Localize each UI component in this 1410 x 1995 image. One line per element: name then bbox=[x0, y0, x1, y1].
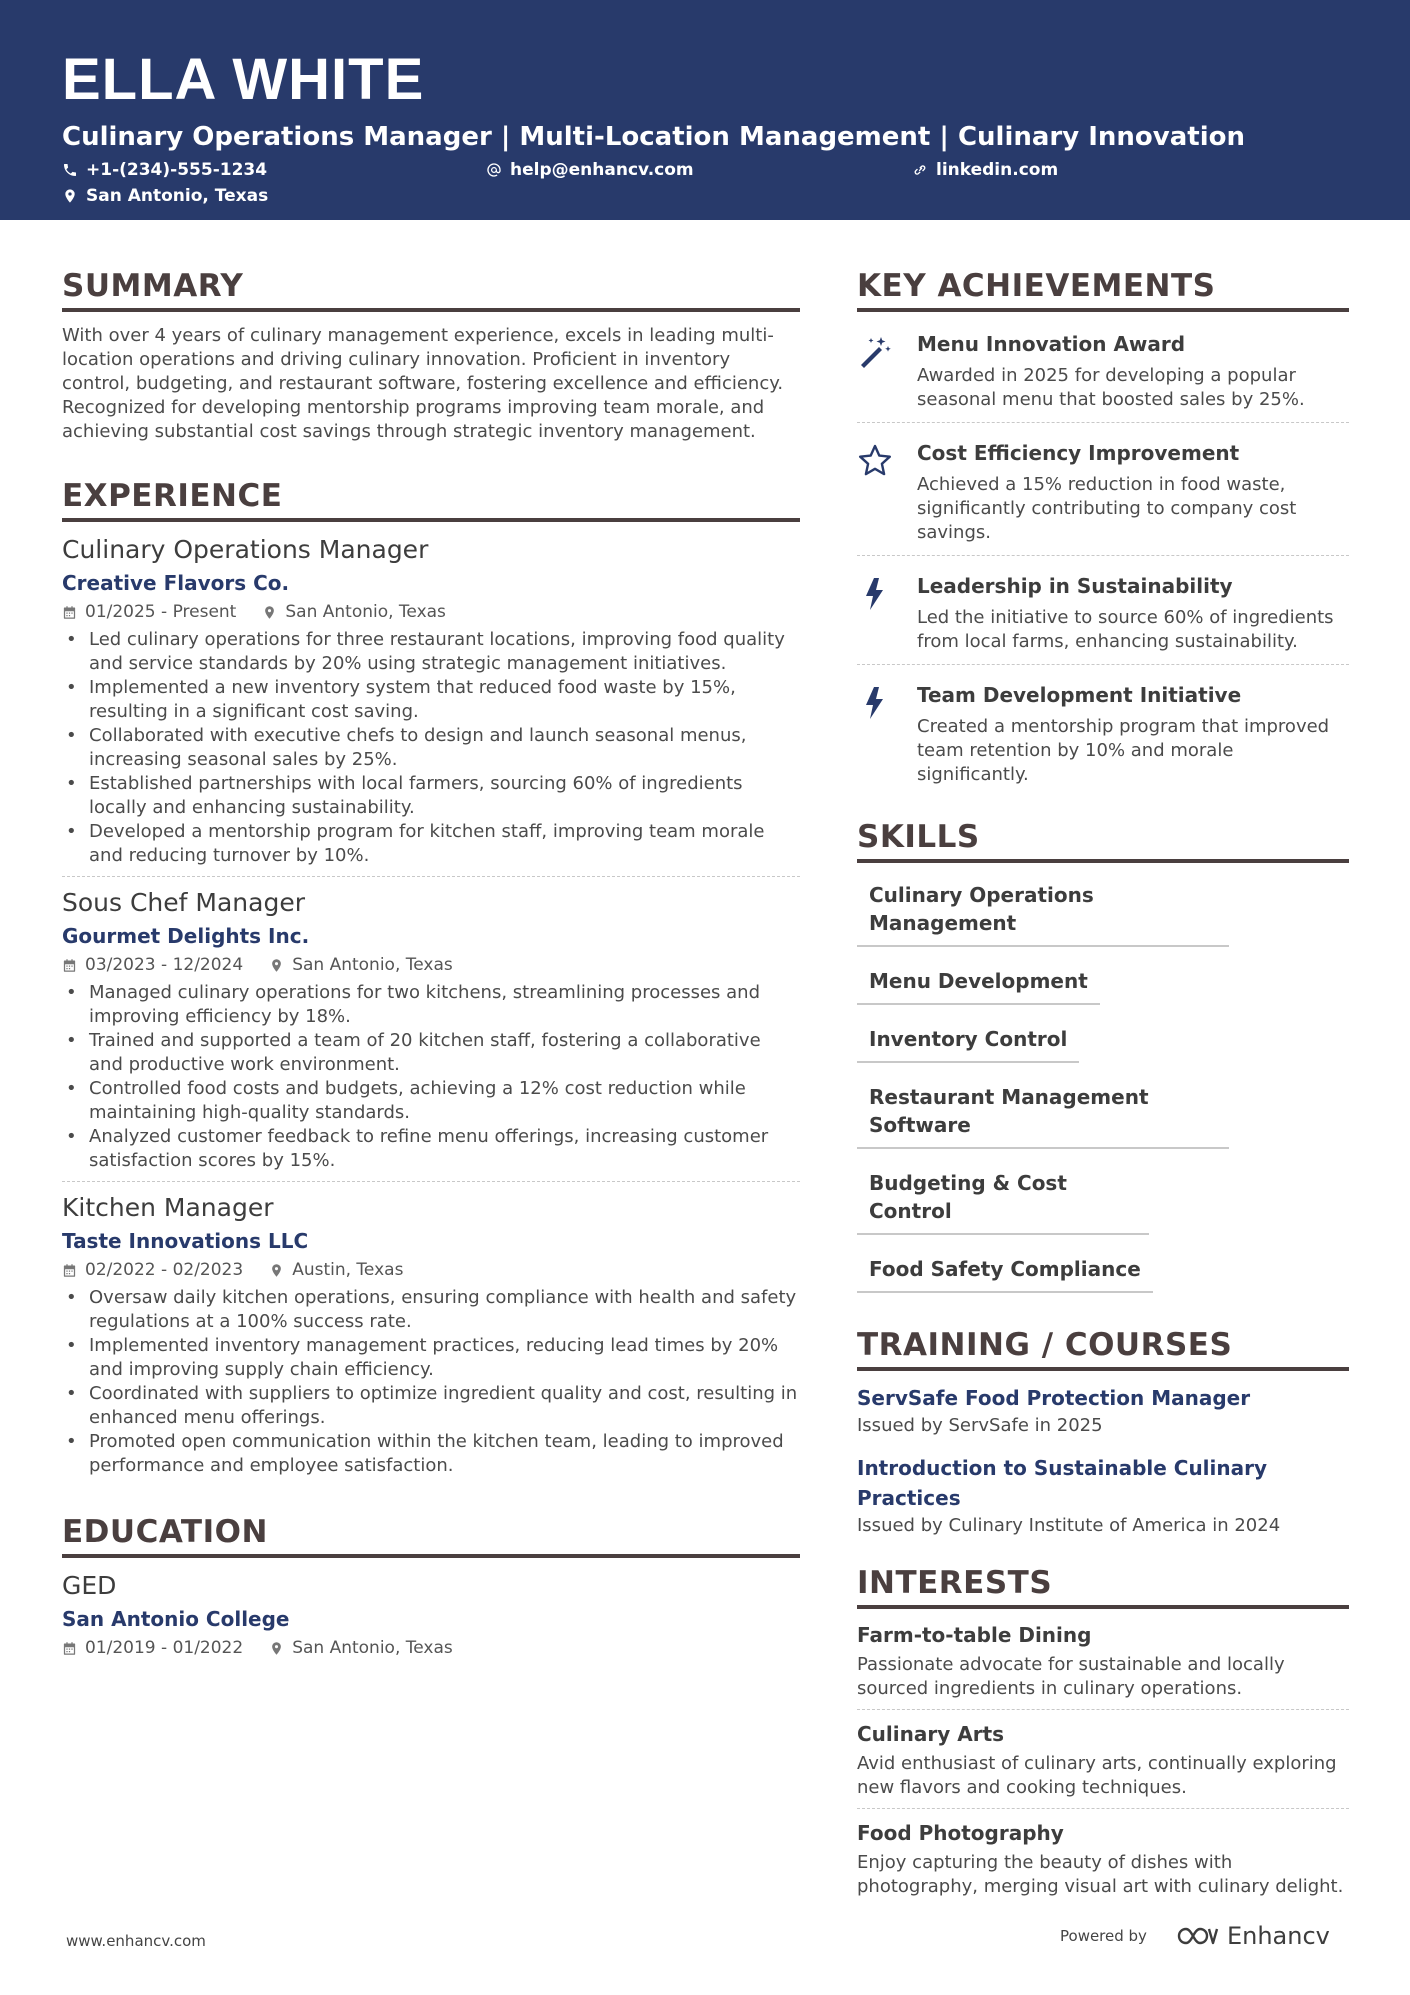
job-dates bbox=[62, 1258, 243, 1282]
bullet-item: • Led culinary operations for three restaurant locations, improving food quality and service standards by 20% using strategic management initiatives. bbox=[62, 628, 800, 676]
contact-location bbox=[62, 186, 268, 206]
footer-website[interactable]: www.enhancv.com bbox=[66, 1932, 206, 1950]
job-dates-text: 02/2022 - 02/2023 bbox=[85, 1260, 244, 1280]
calendar-icon bbox=[62, 605, 77, 620]
interest-title: Food Photography bbox=[857, 1821, 1064, 1845]
right-column bbox=[857, 268, 1349, 1941]
star-icon bbox=[857, 443, 893, 479]
achievement-text: Awarded in 2025 for developing a popular seasonal menu that boosted sales by 25%. bbox=[917, 365, 1305, 410]
bullet-item: • Trained and supported a team of 20 kitchen staff, fostering a collaborative and productive work environment. bbox=[62, 1029, 800, 1077]
job-role: Culinary Operations Manager bbox=[62, 535, 429, 564]
at-sign-icon bbox=[486, 162, 502, 178]
job-location bbox=[269, 953, 453, 977]
course-item bbox=[857, 1453, 1349, 1539]
job-location-text: San Antonio, Texas bbox=[292, 955, 453, 975]
contact-phone[interactable] bbox=[62, 160, 267, 180]
education-heading: EDUCATION bbox=[62, 1514, 800, 1558]
bullet-item: • Oversaw daily kitchen operations, ensuring compliance with health and safety regulations at a 100% success rate. bbox=[62, 1286, 800, 1334]
achievements-section bbox=[857, 268, 1349, 797]
job-company: Taste Innovations LLC bbox=[62, 1229, 309, 1253]
course-title: Introduction to Sustainable Culinary Practices bbox=[857, 1456, 1268, 1510]
job-meta bbox=[62, 953, 800, 977]
job-location-text: Austin, Texas bbox=[292, 1260, 404, 1280]
job-entry bbox=[62, 887, 800, 1182]
skills-heading: SKILLS bbox=[857, 819, 1349, 863]
location-pin-icon bbox=[269, 1641, 284, 1656]
skill-tag: Food Safety Compliance bbox=[857, 1249, 1153, 1293]
summary-section bbox=[62, 268, 800, 444]
skill-tag: Culinary Operations Management bbox=[857, 875, 1229, 947]
bullet-item: • Promoted open communication within the kitchen team, leading to improved performance and employee satisfaction. bbox=[62, 1430, 800, 1478]
course-title: ServSafe Food Protection Manager bbox=[857, 1386, 1251, 1410]
location-pin-icon bbox=[262, 605, 277, 620]
achievement-item bbox=[857, 675, 1349, 797]
education-dates bbox=[62, 1636, 243, 1660]
job-dates bbox=[62, 600, 236, 624]
job-meta bbox=[62, 600, 800, 624]
location-pin-icon bbox=[62, 188, 78, 204]
bullet-item: • Implemented inventory management practices, reducing lead times by 20% and improving supply chain efficiency. bbox=[62, 1334, 800, 1382]
training-heading: TRAINING / COURSES bbox=[857, 1327, 1349, 1371]
interests-section bbox=[857, 1565, 1349, 1907]
brand-name: Enhancv bbox=[1226, 1922, 1330, 1950]
achievement-text: Led the initiative to source 60% of ingredients from local farms, enhancing sustainability. bbox=[917, 607, 1334, 652]
job-company: Creative Flavors Co. bbox=[62, 571, 290, 595]
job-location bbox=[262, 600, 446, 624]
interest-text: Passionate advocate for sustainable and locally sourced ingredients in culinary operations. bbox=[857, 1654, 1285, 1699]
powered-by-text: Powered by bbox=[1060, 1927, 1147, 1945]
job-entry bbox=[62, 1192, 800, 1486]
education-section bbox=[62, 1514, 800, 1660]
contact-email[interactable] bbox=[486, 160, 694, 180]
job-location bbox=[269, 1258, 403, 1282]
footer-branding bbox=[1060, 1922, 1330, 1950]
skill-tag: Menu Development bbox=[857, 961, 1100, 1005]
experience-section bbox=[62, 478, 800, 1486]
phone-text: +1-(234)-555-1234 bbox=[86, 160, 268, 180]
achievement-title: Cost Efficiency Improvement bbox=[917, 441, 1240, 465]
link-icon bbox=[912, 162, 928, 178]
calendar-icon bbox=[62, 1641, 77, 1656]
job-role: Sous Chef Manager bbox=[62, 888, 305, 917]
education-location bbox=[269, 1636, 453, 1660]
contact-linkedin[interactable] bbox=[912, 160, 1058, 180]
achievement-text: Created a mentorship program that improved team retention by 10% and morale significantly. bbox=[917, 716, 1330, 785]
interest-text: Avid enthusiast of culinary arts, continually exploring new flavors and cooking techniques. bbox=[857, 1753, 1337, 1798]
calendar-icon bbox=[62, 1263, 77, 1278]
training-section bbox=[857, 1327, 1349, 1539]
achievement-title: Team Development Initiative bbox=[917, 683, 1242, 707]
bullet-item: • Analyzed customer feedback to refine menu offerings, increasing customer satisfaction scores by 15%. bbox=[62, 1125, 800, 1173]
education-dates-text: 01/2019 - 01/2022 bbox=[85, 1638, 244, 1658]
achievement-item bbox=[857, 433, 1349, 556]
bullet-item: • Collaborated with executive chefs to design and launch seasonal menus, increasing seasonal sales by 25%. bbox=[62, 724, 800, 772]
left-column bbox=[62, 268, 800, 1694]
headline: Culinary Operations Manager | Multi-Location Management | Culinary Innovation bbox=[62, 122, 1245, 152]
job-bullets bbox=[62, 1286, 800, 1478]
education-school: San Antonio College bbox=[62, 1607, 290, 1631]
linkedin-text: linkedin.com bbox=[936, 160, 1059, 180]
job-role: Kitchen Manager bbox=[62, 1193, 274, 1222]
contact-info bbox=[62, 160, 1348, 214]
bullet-item: • Developed a mentorship program for kitchen staff, improving team morale and reducing turnover by 10%. bbox=[62, 820, 800, 868]
skills-list bbox=[857, 875, 1349, 1293]
bullet-item: • Established partnerships with local farmers, sourcing 60% of ingredients locally and enhancing sustainability. bbox=[62, 772, 800, 820]
location-text: San Antonio, Texas bbox=[86, 186, 269, 206]
skill-tag: Inventory Control bbox=[857, 1019, 1079, 1063]
job-dates-text: 01/2025 - Present bbox=[85, 602, 237, 622]
job-bullets bbox=[62, 981, 800, 1173]
achievement-title: Menu Innovation Award bbox=[917, 332, 1186, 356]
resume-header bbox=[0, 0, 1410, 220]
job-bullets bbox=[62, 628, 800, 868]
location-pin-icon bbox=[269, 1263, 284, 1278]
skill-tag: Restaurant Management Software bbox=[857, 1077, 1229, 1149]
achievement-item bbox=[857, 324, 1349, 423]
enhancv-logo-icon bbox=[1173, 1923, 1219, 1949]
magic-wand-icon bbox=[857, 334, 893, 370]
interest-title: Farm-to-table Dining bbox=[857, 1623, 1092, 1647]
phone-icon bbox=[62, 162, 78, 178]
lightning-icon bbox=[857, 685, 893, 721]
job-company: Gourmet Delights Inc. bbox=[62, 924, 310, 948]
course-item bbox=[857, 1383, 1349, 1439]
job-dates bbox=[62, 953, 243, 977]
achievement-title: Leadership in Sustainability bbox=[917, 574, 1233, 598]
education-meta bbox=[62, 1636, 800, 1660]
interests-heading: INTERESTS bbox=[857, 1565, 1349, 1609]
achievement-text: Achieved a 15% reduction in food waste, significantly contributing to company cost savings. bbox=[917, 474, 1297, 543]
summary-heading: SUMMARY bbox=[62, 268, 800, 312]
location-pin-icon bbox=[269, 958, 284, 973]
interest-title: Culinary Arts bbox=[857, 1722, 1005, 1746]
skills-section bbox=[857, 819, 1349, 1293]
interest-item bbox=[857, 1720, 1349, 1809]
job-meta bbox=[62, 1258, 800, 1282]
brand-logo[interactable] bbox=[1173, 1922, 1330, 1950]
course-issuer: Issued by ServSafe in 2025 bbox=[857, 1415, 1103, 1436]
bullet-item: • Implemented a new inventory system that reduced food waste by 15%, resulting in a significant cost saving. bbox=[62, 676, 800, 724]
interest-text: Enjoy capturing the beauty of dishes with photography, merging visual art with culinary delight. bbox=[857, 1852, 1344, 1897]
job-entry bbox=[62, 534, 800, 877]
education-location-text: San Antonio, Texas bbox=[292, 1638, 453, 1658]
summary-text: With over 4 years of culinary management experience, excels in leading multi-location operations and driving culinary innovation. Proficient in inventory control, budgeting, and restaurant software, fostering excellence and efficiency. Recognized for developing mentorship programs improving team morale, and achieving substantial cost savings through strategic inventory management. bbox=[62, 325, 784, 442]
skill-tag: Budgeting & Cost Control bbox=[857, 1163, 1149, 1235]
interest-item bbox=[857, 1621, 1349, 1710]
interest-item bbox=[857, 1819, 1349, 1907]
experience-heading: EXPERIENCE bbox=[62, 478, 800, 522]
achievements-heading: KEY ACHIEVEMENTS bbox=[857, 268, 1349, 312]
course-issuer: Issued by Culinary Institute of America in 2024 bbox=[857, 1515, 1281, 1536]
bullet-item: • Coordinated with suppliers to optimize ingredient quality and cost, resulting in enhanced menu offerings. bbox=[62, 1382, 800, 1430]
job-location-text: San Antonio, Texas bbox=[285, 602, 446, 622]
lightning-icon bbox=[857, 576, 893, 612]
email-text: help@enhancv.com bbox=[510, 160, 694, 180]
calendar-icon bbox=[62, 958, 77, 973]
candidate-name: ELLA WHITE bbox=[62, 47, 425, 112]
achievement-item bbox=[857, 566, 1349, 665]
bullet-item: • Controlled food costs and budgets, achieving a 12% cost reduction while maintaining high-quality standards. bbox=[62, 1077, 800, 1125]
education-degree: GED bbox=[62, 1571, 117, 1600]
job-dates-text: 03/2023 - 12/2024 bbox=[85, 955, 244, 975]
bullet-item: • Managed culinary operations for two kitchens, streamlining processes and improving efficiency by 18%. bbox=[62, 981, 800, 1029]
